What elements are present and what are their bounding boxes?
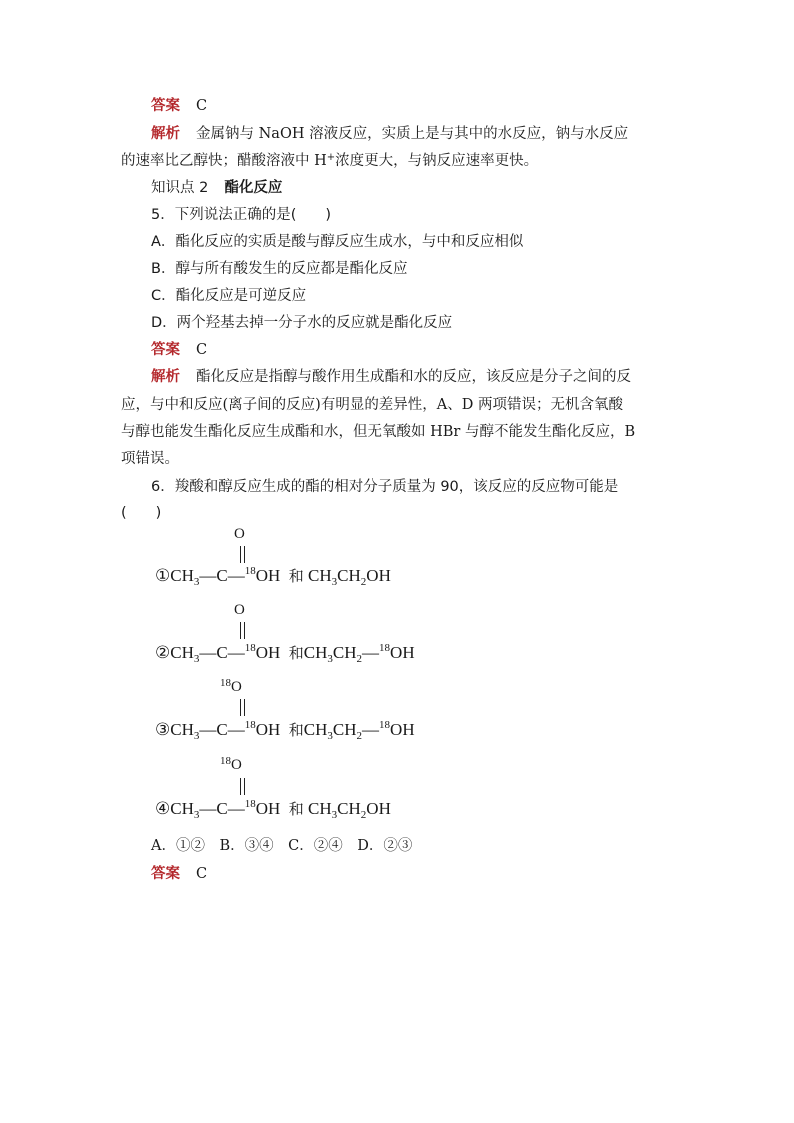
- joiner: 和: [288, 567, 304, 585]
- q5-analysis-line3: 与醇也能发生酯化反应生成酯和水，但无氧酸如 HBr 与醇不能发生酯化反应，B: [121, 424, 636, 440]
- isotope-label: 18: [244, 565, 256, 577]
- q5-analysis-line2: 应，与中和反应(离子间的反应)有明显的差异性，A、D 两项错误；无机含氧酸: [121, 397, 624, 413]
- analysis-label: 解析: [151, 126, 180, 142]
- carbonyl-oxygen: O: [234, 602, 245, 618]
- analysis-text: 的速率比乙醇快；醋酸溶液中 H: [121, 153, 327, 169]
- formula-number: ③: [155, 720, 171, 739]
- section-label: 知识点 2: [151, 180, 209, 196]
- oxygen-symbol: O: [231, 679, 242, 695]
- q6-answer-row: [151, 864, 711, 884]
- carbonyl-oxygen: [220, 757, 242, 774]
- analysis-label: 解析: [151, 369, 180, 385]
- answer-label: 答案: [151, 98, 180, 114]
- q5-option-c: C．酯化反应是可逆反应: [151, 288, 307, 304]
- section-heading: [151, 178, 711, 198]
- isotope-label: 18: [220, 677, 231, 689]
- formula-line: $②CH_3—C—^{18}OH$ 和$CH_3CH_2—^{18}OH$: [155, 642, 415, 665]
- q4-analysis-line2: [121, 151, 681, 171]
- answer-label: 答案: [151, 866, 180, 882]
- answer-label: 答案: [151, 342, 180, 358]
- joiner: 和: [288, 800, 304, 818]
- double-bond: [240, 622, 245, 639]
- carbonyl-oxygen: O: [234, 526, 245, 542]
- double-bond: [240, 546, 245, 563]
- formula-line: $①CH_3—C—^{18}OH$ 和 $CH_3CH_2OH$: [155, 565, 391, 588]
- q5-option-b: B．醇与所有酸发生的反应都是酯化反应: [151, 261, 408, 277]
- section-title: 酯化反应: [224, 180, 283, 196]
- joiner: 和: [288, 721, 304, 739]
- q6-stem-line2: ( ): [121, 505, 162, 521]
- joiner: 和: [288, 644, 304, 662]
- formula-line: $④CH_3—C—^{18}OH$ 和 $CH_3CH_2OH$: [155, 798, 391, 821]
- q4-analysis-line1: [151, 124, 711, 144]
- q5-option-d: D．两个羟基去掉一分子水的反应就是酯化反应: [151, 315, 453, 331]
- q5-answer-row: [151, 340, 711, 360]
- analysis-text: 浓度更大，与钠反应速率更快。: [335, 153, 539, 169]
- formula-number: ④: [155, 799, 171, 818]
- double-bond: [240, 778, 245, 795]
- carbonyl-oxygen: [220, 679, 242, 696]
- isotope-label: 18: [244, 798, 256, 810]
- q6-stem-line1: 6．羧酸和醇反应生成的酯的相对分子质量为 90，该反应的反应物可能是: [151, 479, 619, 495]
- analysis-text: 酯化反应是指醇与酸作用生成酯和水的反应，该反应是分子之间的反: [196, 369, 631, 385]
- q5-analysis-line1: [151, 367, 711, 387]
- isotope-label: 18: [379, 719, 391, 731]
- formula-number: ①: [155, 566, 171, 585]
- q6-options: A．①② B．③④ C．②④ D．②③: [151, 838, 413, 854]
- q4-answer-row: [151, 96, 711, 116]
- q5-stem: 5．下列说法正确的是( ): [151, 207, 332, 223]
- q5-analysis-line4: 项错误。: [121, 451, 179, 467]
- isotope-label: 18: [379, 642, 391, 654]
- formula-line: $③CH_3—C—^{18}OH$ 和$CH_3CH_2—^{18}OH$: [155, 719, 415, 742]
- answer-value: C: [196, 866, 208, 882]
- isotope-label: 18: [244, 642, 256, 654]
- formula-number: ②: [155, 643, 171, 662]
- superscript: +: [326, 152, 336, 163]
- analysis-text: 金属钠与 NaOH 溶液反应，实质上是与其中的水反应，钠与水反应: [196, 126, 629, 142]
- answer-value: C: [196, 98, 208, 114]
- oxygen-symbol: O: [231, 757, 242, 773]
- double-bond: [240, 699, 245, 716]
- answer-value: C: [196, 342, 208, 358]
- q5-option-a: A．酯化反应的实质是酸与醇反应生成水，与中和反应相似: [151, 234, 524, 250]
- isotope-label: 18: [244, 719, 256, 731]
- isotope-label: 18: [220, 755, 231, 767]
